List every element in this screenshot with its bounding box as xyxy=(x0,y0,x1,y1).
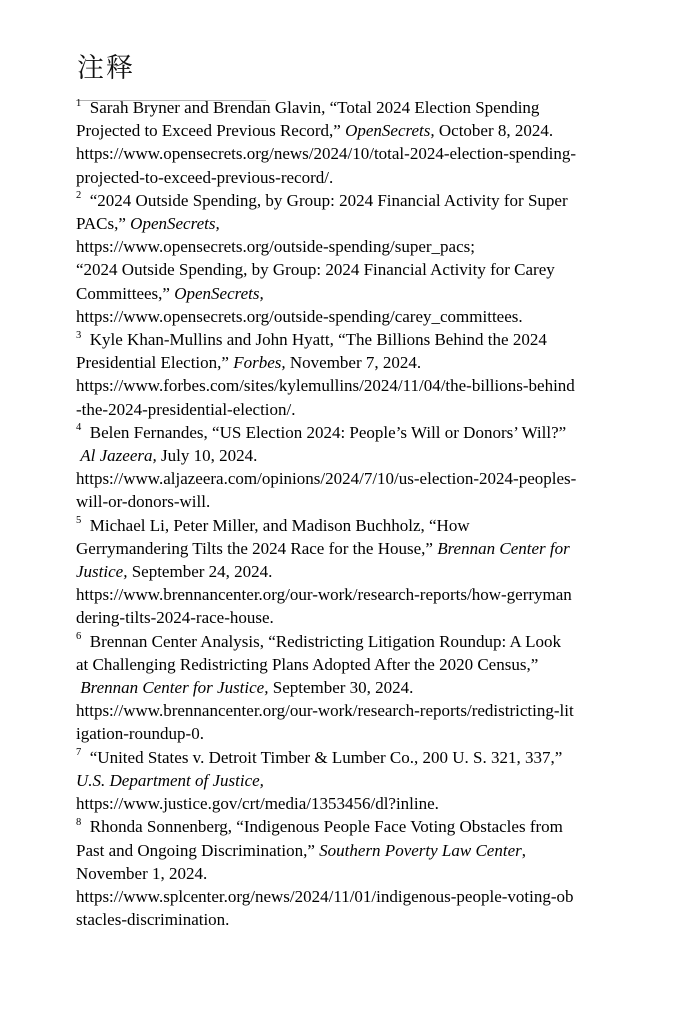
note-line xyxy=(76,514,641,537)
note-line xyxy=(76,282,641,305)
note-text: https://www.opensecrets.org/outside-spending/carey_committees. xyxy=(76,306,523,326)
footnote-4 xyxy=(76,421,641,514)
note-line xyxy=(76,351,641,374)
note-text: https://www.forbes.com/sites/kylemullins/2024/11/04/the-billions-behind xyxy=(76,376,575,396)
note-text: igation-roundup-0. xyxy=(76,724,204,744)
note-line xyxy=(76,653,641,676)
source-name: Brennan Center for Justice, xyxy=(80,678,269,698)
note-text: projected-to-exceed-previous-record/. xyxy=(76,167,334,187)
note-line xyxy=(76,885,641,908)
source-name: OpenSecrets, xyxy=(174,283,264,303)
footnote-5 xyxy=(76,514,641,630)
source-name: Southern Poverty Law Center xyxy=(319,840,522,860)
note-text: Brennan Center Analysis, “Redistricting Litigation Roundup: A Look xyxy=(81,631,561,651)
note-text: Michael Li, Peter Miller, and Madison Buchholz, “How xyxy=(81,515,470,535)
source-name: Justice, xyxy=(76,562,128,582)
note-line xyxy=(76,444,641,467)
note-text: at Challenging Redistricting Plans Adopted After the 2020 Census,” xyxy=(76,654,539,674)
footnote-number: 4 xyxy=(76,422,82,434)
note-text: Rhonda Sonnenberg, “Indigenous People Face Voting Obstacles from xyxy=(81,817,563,837)
note-line xyxy=(76,398,641,421)
note-text: stacles-discrimination. xyxy=(76,910,230,930)
source-name: OpenSecrets, xyxy=(345,121,435,141)
note-text: Presidential Election,” xyxy=(76,353,234,373)
note-line xyxy=(76,839,641,862)
footnote-number: 2 xyxy=(76,190,82,202)
footnote-7 xyxy=(76,746,641,816)
note-line xyxy=(76,630,641,653)
source-name: Al Jazeera, xyxy=(80,446,157,466)
note-line xyxy=(76,235,641,258)
footnote-2 xyxy=(76,189,641,328)
note-line xyxy=(76,189,641,212)
note-line xyxy=(76,815,641,838)
note-line xyxy=(76,560,641,583)
note-text: September 30, 2024. xyxy=(268,678,414,698)
note-text: Gerrymandering Tilts the 2024 Race for the House,” xyxy=(76,538,438,558)
note-text: October 8, 2024. xyxy=(434,121,554,141)
note-line xyxy=(76,305,641,328)
note-text: Projected to Exceed Previous Record,” xyxy=(76,121,346,141)
note-text: November 7, 2024. xyxy=(285,353,422,373)
footnote-number: 8 xyxy=(76,816,82,828)
note-text: “2024 Outside Spending, by Group: 2024 Financial Activity for Super xyxy=(81,190,568,210)
source-name: OpenSecrets, xyxy=(130,214,220,234)
footnote-number: 5 xyxy=(76,515,82,527)
note-text: Belen Fernandes, “US Election 2024: People’s Will or Donors’ Will?” xyxy=(81,422,567,442)
note-text: https://www.opensecrets.org/news/2024/10/total-2024-election-spending- xyxy=(76,144,576,164)
note-line xyxy=(76,676,641,699)
footnote-1 xyxy=(76,96,641,189)
note-line xyxy=(76,490,641,513)
note-line xyxy=(76,119,641,142)
note-text: https://www.justice.gov/crt/media/1353456/dl?inline. xyxy=(76,794,439,814)
footnote-number: 6 xyxy=(76,631,82,643)
note-line xyxy=(76,722,641,745)
note-text: “2024 Outside Spending, by Group: 2024 Financial Activity for Carey xyxy=(76,260,555,280)
note-line xyxy=(76,537,641,560)
note-line xyxy=(76,606,641,629)
note-text: https://www.splcenter.org/news/2024/11/01/indigenous-people-voting-ob xyxy=(76,886,574,906)
note-line xyxy=(76,328,641,351)
source-name: Forbes, xyxy=(233,353,286,373)
note-line xyxy=(76,374,641,397)
note-text: Past and Ongoing Discrimination,” xyxy=(76,840,320,860)
source-name: Brennan Center for xyxy=(437,538,570,558)
note-line xyxy=(76,96,641,119)
note-line xyxy=(76,699,641,722)
note-line xyxy=(76,746,641,769)
note-line xyxy=(76,258,641,281)
note-line xyxy=(76,583,641,606)
footnote-6 xyxy=(76,630,641,746)
note-text: July 10, 2024. xyxy=(156,446,258,466)
page-title: 注释 xyxy=(77,53,135,83)
note-line xyxy=(76,212,641,235)
note-line xyxy=(76,421,641,444)
note-line xyxy=(76,908,641,931)
note-text: https://www.brennancenter.org/our-work/research-reports/how-gerryman xyxy=(76,585,572,605)
note-text: will-or-donors-will. xyxy=(76,492,211,512)
note-line xyxy=(76,862,641,885)
note-text: Kyle Khan-Mullins and John Hyatt, “The Billions Behind the 2024 xyxy=(81,330,547,350)
note-text: dering-tilts-2024-race-house. xyxy=(76,608,274,628)
footnote-number: 7 xyxy=(76,747,82,759)
footnote-number: 3 xyxy=(76,329,82,341)
note-line xyxy=(76,142,641,165)
note-line xyxy=(76,467,641,490)
note-text: November 1, 2024. xyxy=(76,863,208,883)
note-text: Committees,” xyxy=(76,283,175,303)
footnote-3 xyxy=(76,328,641,421)
note-text: https://www.opensecrets.org/outside-spending/super_pacs; xyxy=(76,237,475,257)
note-text: https://www.aljazeera.com/opinions/2024/7/10/us-election-2024-peoples- xyxy=(76,469,577,489)
note-text: PACs,” xyxy=(76,214,131,234)
notes-list xyxy=(76,96,641,931)
note-line xyxy=(76,769,641,792)
note-text: “United States v. Detroit Timber & Lumber Co., 200 U. S. 321, 337,” xyxy=(81,747,563,767)
source-name: U.S. Department of Justice, xyxy=(76,770,264,790)
footnote-number: 1 xyxy=(76,97,82,109)
note-text: https://www.brennancenter.org/our-work/research-reports/redistricting-lit xyxy=(76,701,574,721)
footnote-8 xyxy=(76,815,641,931)
note-text: September 24, 2024. xyxy=(127,562,273,582)
note-text: Sarah Bryner and Brendan Glavin, “Total 2024 Election Spending xyxy=(81,98,540,117)
note-text: , xyxy=(521,840,526,860)
note-line xyxy=(76,792,641,815)
note-line xyxy=(76,166,641,189)
note-text: -the-2024-presidential-election/. xyxy=(76,399,296,419)
